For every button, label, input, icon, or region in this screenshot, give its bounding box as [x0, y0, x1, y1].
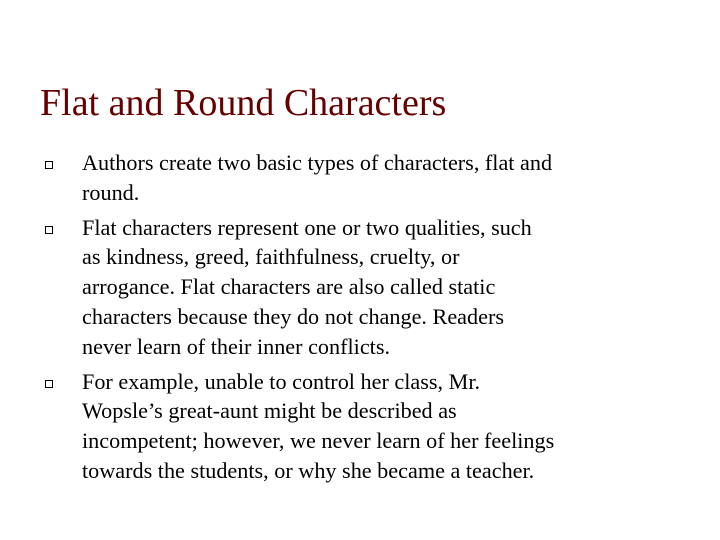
bullet-line: For example, unable to control her class, Mr.	[82, 368, 481, 394]
bullet-line: round.	[82, 179, 140, 205]
bullet-line: incompetent; however, we never learn of her feelings	[82, 428, 555, 454]
bullet-list	[40, 148, 690, 491]
bullet-line: characters because they do not change. Readers	[82, 303, 504, 329]
bullet-item-example	[40, 367, 690, 486]
bullet-line: towards the students, or why she became a teacher.	[82, 457, 535, 483]
bullet-line: as kindness, greed, faithfulness, cruelty, or	[82, 244, 460, 270]
bullet-item-flat-characters	[40, 213, 690, 362]
bullet-line: Flat characters represent one or two qualities, such	[82, 214, 532, 240]
bullet-line: never learn of their inner conflicts.	[82, 333, 391, 359]
hollow-square-bullet-icon	[45, 161, 53, 169]
hollow-square-bullet-icon	[45, 380, 53, 388]
hollow-square-bullet-icon	[45, 226, 53, 234]
bullet-item-authors	[40, 148, 690, 208]
bullet-line: Authors create two basic types of characters, flat and	[82, 150, 553, 175]
bullet-line: arrogance. Flat characters are also called static	[82, 274, 496, 300]
bullet-line: Wopsle’s great-aunt might be described as	[82, 398, 457, 424]
slide-title: Flat and Round Characters	[40, 82, 447, 124]
